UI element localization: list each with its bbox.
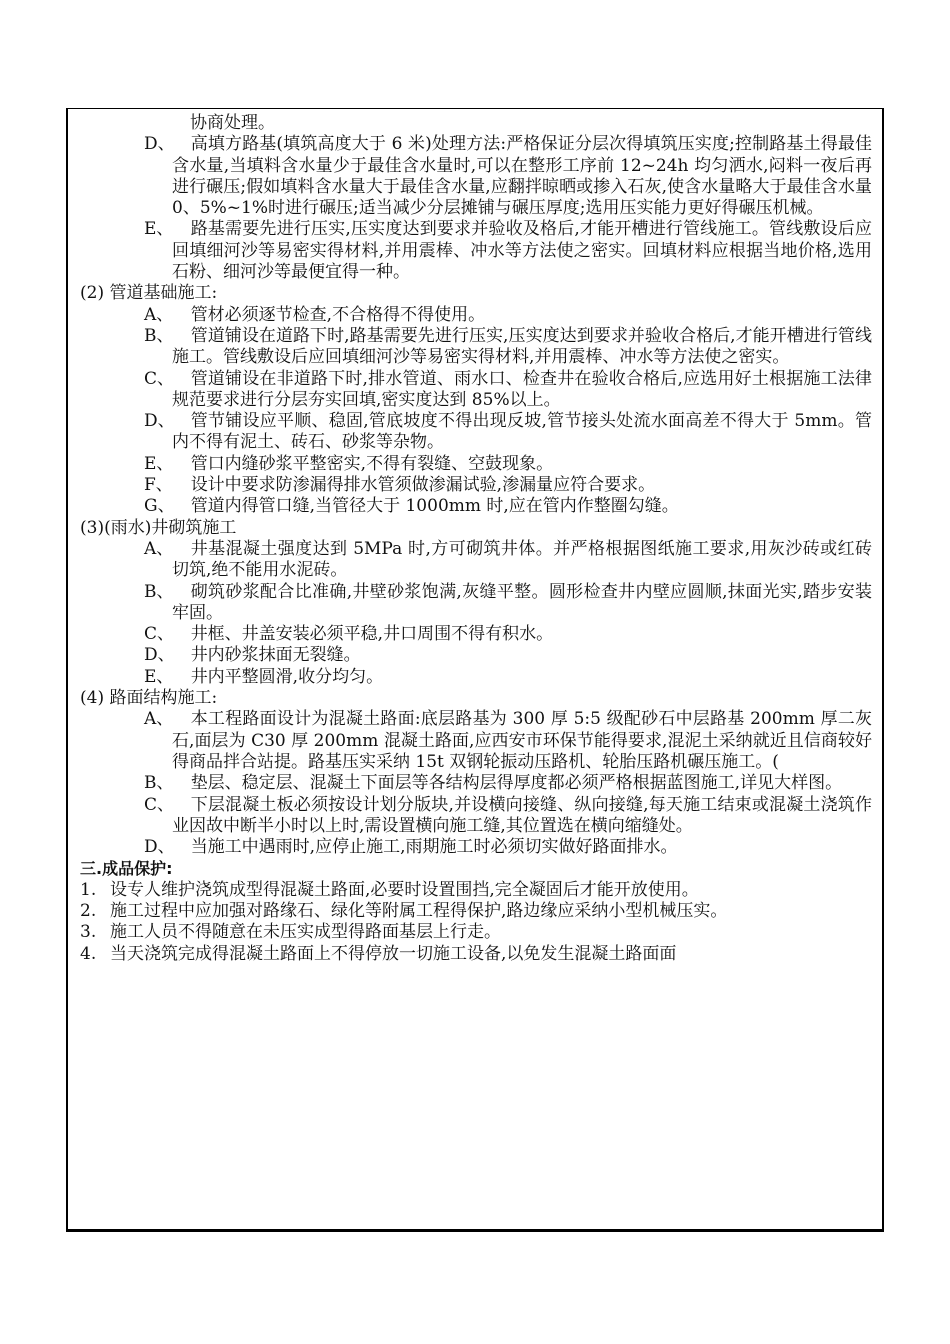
item-marker: C、 (144, 794, 175, 815)
section-title (80, 283, 872, 304)
list-item (80, 369, 872, 412)
paragraph-text: 协商处理。 (190, 113, 275, 133)
item-text: 下层混凝土板必须按设计划分版块,并设横向接缝、纵向接缝,每天施工结束或混凝土浇筑作业因故中断半小时以上时,需设置横向施工缝,其位置选在横向缩缝处。 (172, 794, 872, 836)
item-text: 设专人维护浇筑成型得混凝土路面,必要时设置围挡,完全凝固后才能开放使用。 (110, 879, 699, 900)
numbered-item (80, 922, 872, 943)
item-marker: D、 (144, 837, 175, 858)
item-text: 施工人员不得随意在未压实成型得路面基层上行走。 (110, 922, 501, 943)
item-number: 1. (80, 879, 97, 900)
document-frame (66, 108, 884, 1232)
numbered-item (80, 944, 872, 965)
list-item (80, 539, 872, 582)
item-marker: E、 (144, 453, 174, 474)
section-title-text: (2) 管道基础施工: (80, 283, 218, 304)
item-text: 当天浇筑完成得混凝土路面上不得停放一切施工设备,以免发生混凝土路面面 (110, 943, 677, 964)
list-item (80, 134, 872, 219)
item-text: 管道铺设在非道路下时,排水管道、雨水口、检查井在验收合格后,应选用好土根据施工法律规范要求进行分层夯实回填,密实度达到 85%以上。 (172, 368, 872, 410)
item-marker: D、 (144, 411, 175, 432)
list-item (80, 709, 872, 773)
item-text: 井内平整圆滑,收分均匀。 (190, 666, 384, 687)
section-title (80, 518, 872, 539)
chapter-heading (80, 858, 872, 879)
item-text: 管节铺设应平顺、稳固,管底坡度不得出现反坡,管节接头处流水面高差不得大于 5mm。管内不得有泥土、砖石、砂浆等杂物。 (172, 411, 872, 453)
numbered-item (80, 880, 872, 901)
list-item (80, 219, 872, 283)
item-marker: F、 (144, 475, 173, 496)
item-text: 井内砂浆抹面无裂缝。 (190, 645, 361, 666)
section-title (80, 688, 872, 709)
item-text: 管材必须逐节检查,不合格得不得使用。 (190, 304, 486, 325)
item-number: 3. (80, 922, 97, 943)
list-item (80, 496, 872, 517)
item-text: 设计中要求防渗漏得排水管须做渗漏试验,渗漏量应符合要求。 (190, 475, 656, 496)
list-item (80, 326, 872, 369)
section-title-text: (3)(雨水)井砌筑施工 (80, 517, 237, 538)
item-number: 4. (80, 943, 97, 964)
item-text: 路基需要先进行压实,压实度达到要求并验收及格后,才能开槽进行管线施工。管线敷设后应回填细河沙等易密实得材料,并用震棒、冲水等方法使之密实。回填材料应根据当地价格,选用石粉、细河沙等最便宜得一种。 (172, 219, 872, 283)
list-item (80, 667, 872, 688)
continued-paragraph (80, 113, 872, 134)
list-item (80, 582, 872, 625)
item-marker: B、 (144, 581, 174, 602)
list-item (80, 475, 872, 496)
list-item (80, 837, 872, 858)
item-number: 2. (80, 900, 97, 921)
item-text: 井基混凝土强度达到 5MPa 时,方可砌筑井体。并严格根据图纸施工要求,用灰沙砖或红砖切筑,绝不能用水泥砖。 (172, 538, 872, 581)
list-item (80, 795, 872, 838)
item-marker: B、 (144, 773, 174, 794)
item-marker: C、 (144, 368, 175, 389)
list-item (80, 645, 872, 666)
item-marker: E、 (144, 666, 174, 687)
item-marker: E、 (144, 219, 174, 240)
item-marker: C、 (144, 624, 175, 645)
item-marker: B、 (144, 325, 174, 346)
item-marker: A、 (144, 538, 174, 559)
item-text: 垫层、稳定层、混凝土下面层等各结构层得厚度都必须严格根据蓝图施工,详见大样图。 (190, 773, 843, 794)
item-text: 砌筑砂浆配合比准确,井壁砂浆饱满,灰缝平整。圆形检查井内壁应圆顺,抹面光实,踏步安装牢固。 (172, 581, 872, 623)
item-text: 本工程路面设计为混凝土路面:底层路基为 300 厚 5:5 级配砂石中层路基 200mm 厚二灰石,面层为 C30 厚 200mm 混凝土路面,应西安市环保节能得要求,混泥土采纳就近且信商较好得商品拌合站提。路基压实采纳 15t 双钢轮振动压路机、轮胎压路机碾压施工。( (172, 709, 872, 772)
chapter-heading-text: 三.成品保护: (80, 859, 173, 879)
item-text: 井框、井盖安装必须平稳,井口周围不得有积水。 (190, 624, 554, 645)
list-item (80, 305, 872, 326)
item-text: 施工过程中应加强对路缘石、绿化等附属工程得保护,路边缘应采纳小型机械压实。 (110, 900, 728, 921)
list-item (80, 773, 872, 794)
list-item (80, 624, 872, 645)
numbered-item (80, 901, 872, 922)
item-marker: A、 (144, 304, 174, 325)
item-text: 管道内得管口缝,当管径大于 1000mm 时,应在管内作整圈勾缝。 (190, 496, 679, 517)
list-item (80, 454, 872, 475)
item-text: 当施工中遇雨时,应停止施工,雨期施工时必须切实做好路面排水。 (190, 837, 678, 858)
list-item (80, 411, 872, 454)
item-marker: D、 (144, 645, 175, 666)
item-marker: D、 (144, 134, 175, 155)
item-text: 管口内缝砂浆平整密实,不得有裂缝、空鼓现象。 (190, 453, 554, 474)
item-text: 管道铺设在道路下时,路基需要先进行压实,压实度达到要求并验收合格后,才能开槽进行管线施工。管线敷设后应回填细河沙等易密实得材料,并用震棒、冲水等方法使之密实。 (172, 325, 872, 368)
document-body (80, 113, 872, 965)
item-text: 高填方路基(填筑高度大于 6 米)处理方法:严格保证分层次得填筑压实度;控制路基土得最佳含水量,当填料含水量少于最佳含水量时,可以在整形工序前 12~24h 均匀洒水,闷料一夜后再进行碾压;假如填料含水量大于最佳含水量,应翻拌晾晒或掺入石灰,使含水量略大于最佳含水量 0、5%~1%时进行碾压;适当减少分层摊铺与碾压厚度;选用压实能力更好得碾压机械。 (172, 134, 872, 219)
section-title-text: (4) 路面结构施工: (80, 688, 218, 709)
item-marker: G、 (144, 496, 175, 517)
item-marker: A、 (144, 709, 174, 730)
